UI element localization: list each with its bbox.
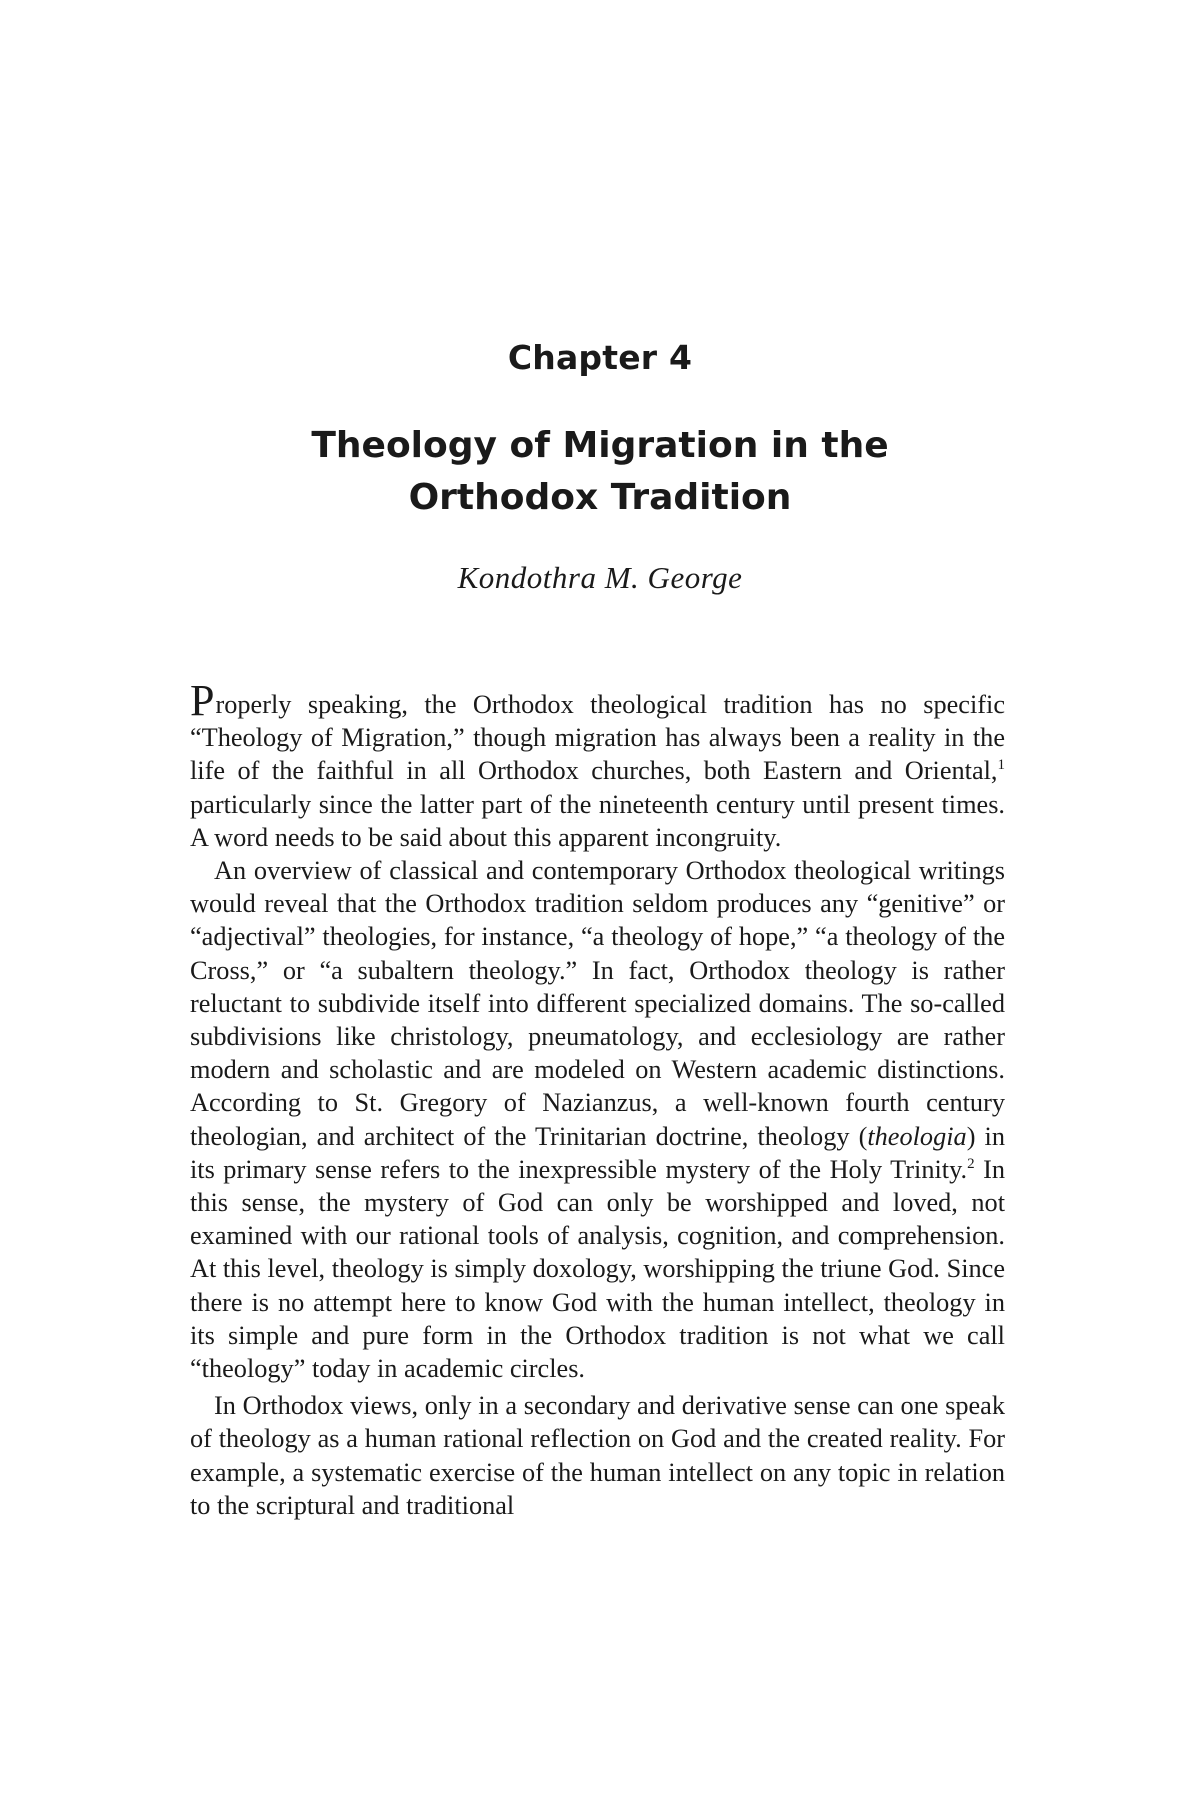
paragraph-2-text-c: In this sense, the mystery of God can only be worshipped and loved, not examined with our rational tools of analysis, cognition, and comprehension. At this level, theology is simply doxology, worshipping the triune God. Since there is no attempt here to know God with the human intellect, theology in its simple and pure form in the Orthodox tradition is not what we call “theology” today in academic circles. [190, 1154, 1005, 1384]
drop-cap: P [190, 676, 215, 725]
author-name: Kondothra M. George [457, 560, 743, 595]
paragraph-2-text-a: An overview of classical and contemporary Orthodox theological writings would reveal that the Orthodox tradition seldom produces any “genitive” or “adjectival” theologies, for instance, “a theology of hope,” “a theology of the Cross,” or “a subaltern theology.” In fact, Orthodox theology is rather reluctant to subdivide itself into different specialized domains. The so-called subdivisions like christology, pneumatology, and ecclesiology are rather modern and scholastic and are modeled on Western academic distinctions. According to St. Gregory of Nazianzus, a well-known fourth century theologian, and architect of the Trinitarian doctrine, theology ( [190, 856, 1005, 1151]
footnote-ref-2[interactable]: 2 [967, 1155, 975, 1172]
paragraph-3: In Orthodox views, only in a secondary and derivative sense can one speak of theology as a human rational reflection on God and the created reality. For example, a systematic exercise of the human intellect on any topic in relation to the scriptural and traditional [190, 1391, 1005, 1520]
footnote-ref-1[interactable]: 1 [997, 757, 1005, 774]
chapter-title-line-1: Theology of Migration in the [311, 425, 889, 466]
paragraph-1 [190, 676, 1005, 854]
chapter-number: Chapter 4 [507, 338, 693, 377]
italic-term: theologia [867, 1121, 967, 1151]
paragraph-1-text-b: particularly since the latter part of the nineteenth century until present times. A word needs to be said about this apparent incongruity. [190, 789, 1005, 852]
paragraph-2 [190, 854, 1005, 1385]
paragraph-1-text-a: roperly speaking, the Orthodox theological tradition has no specific “Theology of Migration,” though migration has always been a reality in the life of the faithful in all Orthodox churches, both Eastern and Oriental, [190, 690, 1005, 786]
paragraph-2-text-b: ) in its primary sense refers to the inexpressible mystery of the Holy Trinity. [190, 1121, 1005, 1184]
chapter-title-line-2: Orthodox Tradition [408, 477, 792, 518]
body-text [190, 676, 1005, 1522]
chapter-title [0, 420, 1200, 524]
